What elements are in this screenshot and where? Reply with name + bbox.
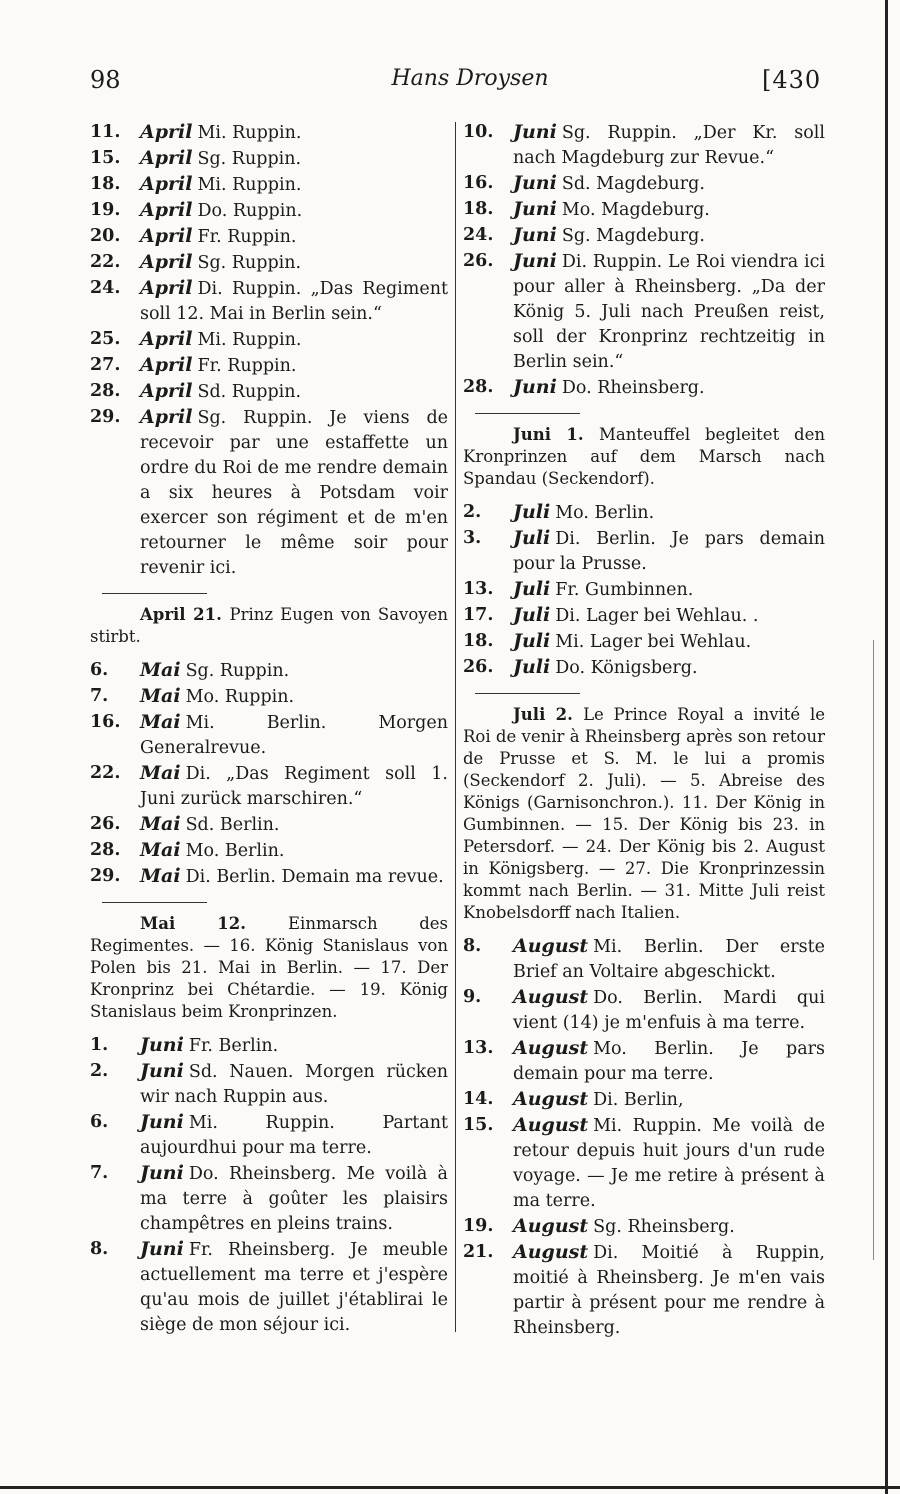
entry-month: April: [140, 251, 193, 273]
entry-text: Mai Mo. Berlin.: [140, 839, 285, 861]
diary-entry: [90, 172, 448, 198]
entry-day: 22.: [90, 763, 121, 783]
entry-text: Juli Mo. Berlin.: [513, 501, 655, 523]
diary-entry: [90, 864, 448, 890]
diary-entry: [463, 171, 825, 197]
entry-text: April Sg. Ruppin.: [140, 251, 302, 273]
event-note: Mai 12. Einmarsch des Regimentes. — 16. König Stanislaus von Polen bis 21. Mai in Berlin. — 17. Der Kronprinz bei Chétardie. — 19. König Stanislaus beim Kronprinzen.: [90, 914, 449, 1021]
diary-entry: [463, 655, 825, 681]
entry-text: April Do. Ruppin.: [140, 199, 303, 221]
diary-entry: [90, 658, 448, 684]
entry-text: Mai Sg. Ruppin.: [140, 659, 290, 681]
entry-day: 21.: [463, 1242, 494, 1262]
entry-text: April Sd. Ruppin.: [140, 380, 302, 402]
entry-day: 28.: [90, 840, 121, 860]
entry-text: Juni Fr. Rheinsberg. Je meuble actuellement ma terre et j'espère qu'au mois de juillet j'établirai le siège de mon séjour ici.: [140, 1238, 448, 1335]
page-edge-right: [885, 0, 888, 1494]
entry-day: 17.: [463, 605, 494, 625]
column-divider: [455, 122, 456, 1332]
entry-text: Mai Mi. Berlin. Morgen Generalrevue.: [140, 711, 448, 758]
entry-month: August: [513, 1114, 589, 1136]
entry-day: 16.: [463, 173, 494, 193]
entry-text: Juni Mi. Ruppin. Partant aujourdhui pour ma terre.: [140, 1111, 448, 1158]
entry-day: 25.: [90, 329, 121, 349]
entry-day: 2.: [463, 502, 482, 522]
event-note: April 21. Prinz Eugen von Savoyen stirbt.: [90, 605, 448, 646]
entry-text: Juni Sg. Magdeburg.: [513, 224, 705, 246]
entry-month: August: [513, 986, 589, 1008]
entry-day: 18.: [463, 199, 494, 219]
entry-month: Juli: [513, 604, 551, 626]
diary-entry: [463, 1240, 825, 1341]
entry-text: April Mi. Ruppin.: [140, 121, 302, 143]
entry-month: Juni: [140, 1034, 184, 1056]
entry-text: April Di. Ruppin. „Das Regiment soll 12. Mai in Berlin sein.“: [140, 277, 448, 324]
diary-entry: [463, 1036, 825, 1087]
entry-day: 13.: [463, 579, 494, 599]
entry-text: Juni Mo. Magdeburg.: [513, 198, 710, 220]
entry-month: April: [140, 277, 193, 299]
diary-entry: [463, 577, 825, 603]
entry-text: April Sg. Ruppin.: [140, 147, 302, 169]
entry-month: Juni: [513, 376, 557, 398]
diary-entry: [90, 761, 448, 812]
entry-day: 28.: [90, 381, 121, 401]
entry-text: April Sg. Ruppin. Je viens de recevoir par une estaffette un ordre du Roi de me rendre demain a six heures à Potsdam voir exercer son régiment et de m'en retourner le même soir pour revenir ici.: [140, 406, 448, 578]
entry-day: 18.: [463, 631, 494, 651]
diary-entry: [90, 379, 448, 405]
entry-day: 15.: [90, 148, 121, 168]
entry-month: August: [513, 1215, 589, 1237]
diary-entry: [463, 120, 825, 171]
entry-text: Juni Sd. Nauen. Morgen rücken wir nach Ruppin aus.: [140, 1060, 448, 1107]
entry-month: Juni: [140, 1111, 184, 1133]
diary-entry: [90, 1237, 448, 1338]
entry-text: April Mi. Ruppin.: [140, 173, 302, 195]
entry-day: 26.: [463, 657, 494, 677]
entry-text: Juli Do. Königsberg.: [513, 656, 698, 678]
entry-month: Mai: [140, 762, 181, 784]
diary-entry: [463, 603, 825, 629]
entry-day: 26.: [463, 251, 494, 271]
entry-month: Juni: [513, 172, 557, 194]
diary-entry: [90, 1059, 448, 1110]
entry-day: 16.: [90, 712, 121, 732]
note-date: Juni 1.: [513, 425, 599, 444]
page-edge-shadow: [873, 640, 874, 1260]
diary-entry: [90, 353, 448, 379]
entry-text: Juni Sd. Magdeburg.: [513, 172, 705, 194]
entry-text: April Mi. Ruppin.: [140, 328, 302, 350]
entry-day: 27.: [90, 355, 121, 375]
entry-text: Mai Sd. Berlin.: [140, 813, 280, 835]
entry-text: August Do. Berlin. Mardi qui vient (14) je m'enfuis à ma terre.: [513, 986, 825, 1033]
entry-day: 6.: [90, 1112, 109, 1132]
entry-day: 22.: [90, 252, 121, 272]
entry-day: 1.: [90, 1035, 109, 1055]
section-separator: [102, 593, 207, 594]
entry-day: 14.: [463, 1089, 494, 1109]
diary-entry: [90, 224, 448, 250]
entry-month: Mai: [140, 813, 181, 835]
entry-text: Juni Fr. Berlin.: [140, 1034, 279, 1056]
entry-day: 7.: [90, 1163, 109, 1183]
entry-text: April Fr. Ruppin.: [140, 225, 297, 247]
event-note: Juli 2. Le Prince Royal a invité le Roi de venir à Rheinsberg après son retour de Prusse et S. M. le lui a promis (Seckendorf 2. Juli). — 5. Abreise des Königs (Garnisonchron.). 11. Der König in Gumbinnen. — 15. Der König bis 23. in Petersdorf. — 24. Der König bis 2. August in Königsberg. — 27. Die Kronprinzessin kommt nach Berlin. — 31. Mitte Juli reist Knobelsdorff nach Italien.: [463, 705, 825, 922]
section-separator: [475, 413, 580, 414]
entry-text: Juni Sg. Ruppin. „Der Kr. soll nach Magdeburg zur Revue.“: [513, 121, 825, 168]
entry-text: Mai Mo. Ruppin.: [140, 685, 295, 707]
entry-day: 29.: [90, 866, 121, 886]
entry-text: Juni Di. Ruppin. Le Roi viendra ici pour aller à Rheinsberg. „Da der König 5. Juli nach Preußen reist, soll der Kronprinz rechtzeitig in Berlin sein.“: [513, 250, 825, 372]
diary-entry: [463, 197, 825, 223]
entry-month: April: [140, 173, 193, 195]
diary-entry: [463, 629, 825, 655]
entry-day: 10.: [463, 122, 494, 142]
entry-day: 28.: [463, 377, 494, 397]
entry-text: August Di. Berlin,: [513, 1088, 684, 1110]
entry-month: Juni: [140, 1162, 184, 1184]
entry-month: Juli: [513, 656, 551, 678]
diary-entry: [463, 1214, 825, 1240]
diary-entry: [90, 198, 448, 224]
diary-entry: [463, 500, 825, 526]
event-note: Juni 1. Manteuffel begleitet den Kronprinzen auf dem Marsch nach Spandau (Seckendorf).: [463, 425, 825, 488]
entry-day: 8.: [90, 1239, 109, 1259]
entry-day: 11.: [90, 122, 121, 142]
diary-entry: [90, 146, 448, 172]
entry-text: Juli Fr. Gumbinnen.: [513, 578, 694, 600]
diary-entry: [90, 710, 448, 761]
entry-month: August: [513, 1241, 589, 1263]
diary-entry: [463, 1113, 825, 1214]
entry-text: Juli Di. Lager bei Wehlau. .: [513, 604, 759, 626]
diary-entry: [90, 250, 448, 276]
diary-entry: [463, 934, 825, 985]
entry-day: 20.: [90, 226, 121, 246]
entry-day: 13.: [463, 1038, 494, 1058]
page-edge-bottom: [0, 1486, 900, 1489]
entry-day: 3.: [463, 528, 482, 548]
entry-month: Juni: [513, 121, 557, 143]
running-title: Hans Droysen: [391, 66, 549, 91]
diary-entry: [463, 375, 825, 401]
entry-day: 29.: [90, 407, 121, 427]
entry-day: 6.: [90, 660, 109, 680]
page-number: 98: [90, 66, 121, 94]
entry-month: Juli: [513, 578, 551, 600]
section-separator: [102, 902, 207, 903]
entry-text: April Fr. Ruppin.: [140, 354, 297, 376]
entry-day: 8.: [463, 936, 482, 956]
entry-month: Mai: [140, 839, 181, 861]
diary-entry: [463, 1087, 825, 1113]
note-date: April 21.: [140, 605, 230, 624]
diary-entry: [90, 120, 448, 146]
entry-month: August: [513, 1037, 589, 1059]
entry-month: Juni: [513, 224, 557, 246]
entry-month: August: [513, 935, 589, 957]
entry-text: August Mi. Berlin. Der erste Brief an Voltaire abgeschickt.: [513, 935, 825, 982]
entry-month: Mai: [140, 865, 181, 887]
entry-month: Juli: [513, 527, 551, 549]
entry-text: Juni Do. Rheinsberg. Me voilà à ma terre à goûter les plaisirs champêtres en pleins trains.: [140, 1162, 448, 1234]
diary-entry: [90, 405, 448, 581]
entry-month: Juni: [140, 1238, 184, 1260]
diary-entry: [90, 838, 448, 864]
page-reference: [430: [762, 66, 822, 94]
entry-text: Juni Do. Rheinsberg.: [513, 376, 705, 398]
diary-entry: [90, 1161, 448, 1237]
entry-month: April: [140, 147, 193, 169]
entry-text: Juli Mi. Lager bei Wehlau.: [513, 630, 752, 652]
entry-day: 19.: [463, 1216, 494, 1236]
entry-month: Juli: [513, 630, 551, 652]
diary-entry: [90, 276, 448, 327]
entry-day: 9.: [463, 987, 482, 1007]
entry-day: 2.: [90, 1061, 109, 1081]
right-column: [463, 120, 825, 1341]
entry-text: Mai Di. „Das Regiment soll 1. Juni zurück marschiren.“: [140, 762, 448, 809]
diary-entry: [90, 327, 448, 353]
entry-text: August Mi. Ruppin. Me voilà de retour depuis huit jours d'un rude voyage. — Je me retire à présent à ma terre.: [513, 1114, 825, 1211]
entry-day: 19.: [90, 200, 121, 220]
diary-entry: [90, 1110, 448, 1161]
diary-entry: [463, 223, 825, 249]
entry-month: April: [140, 354, 193, 376]
entry-month: Mai: [140, 659, 181, 681]
diary-entry: [90, 812, 448, 838]
entry-month: Juni: [513, 198, 557, 220]
diary-entry: [463, 985, 825, 1036]
entry-text: August Di. Moitié à Ruppin, moitié à Rheinsberg. Je m'en vais partir à présent pour me rendre à Rheinsberg.: [513, 1241, 825, 1338]
entry-day: 24.: [463, 225, 494, 245]
entry-day: 18.: [90, 174, 121, 194]
entry-day: 26.: [90, 814, 121, 834]
diary-entry: [90, 1033, 448, 1059]
diary-entry: [90, 684, 448, 710]
section-separator: [475, 693, 580, 694]
entry-text: August Sg. Rheinsberg.: [513, 1215, 735, 1237]
entry-month: Mai: [140, 711, 181, 733]
note-date: Mai 12.: [140, 914, 289, 933]
entry-month: April: [140, 328, 193, 350]
entry-month: April: [140, 225, 193, 247]
entry-month: August: [513, 1088, 589, 1110]
entry-month: Mai: [140, 685, 181, 707]
entry-month: Juli: [513, 501, 551, 523]
entry-month: Juni: [513, 250, 557, 272]
entry-day: 24.: [90, 278, 121, 298]
left-column: [90, 120, 448, 1338]
entry-text: Juli Di. Berlin. Je pars demain pour la Prusse.: [513, 527, 825, 574]
diary-entry: [463, 249, 825, 375]
diary-entry: [463, 526, 825, 577]
entry-month: April: [140, 406, 193, 428]
entry-day: 15.: [463, 1115, 494, 1135]
entry-text: Mai Di. Berlin. Demain ma revue.: [140, 865, 444, 887]
entry-month: April: [140, 199, 193, 221]
entry-day: 7.: [90, 686, 109, 706]
page-header: [0, 62, 900, 102]
note-date: Juli 2.: [513, 705, 584, 724]
entry-month: April: [140, 121, 193, 143]
entry-month: April: [140, 380, 193, 402]
entry-month: Juni: [140, 1060, 184, 1082]
entry-text: August Mo. Berlin. Je pars demain pour ma terre.: [513, 1037, 825, 1084]
